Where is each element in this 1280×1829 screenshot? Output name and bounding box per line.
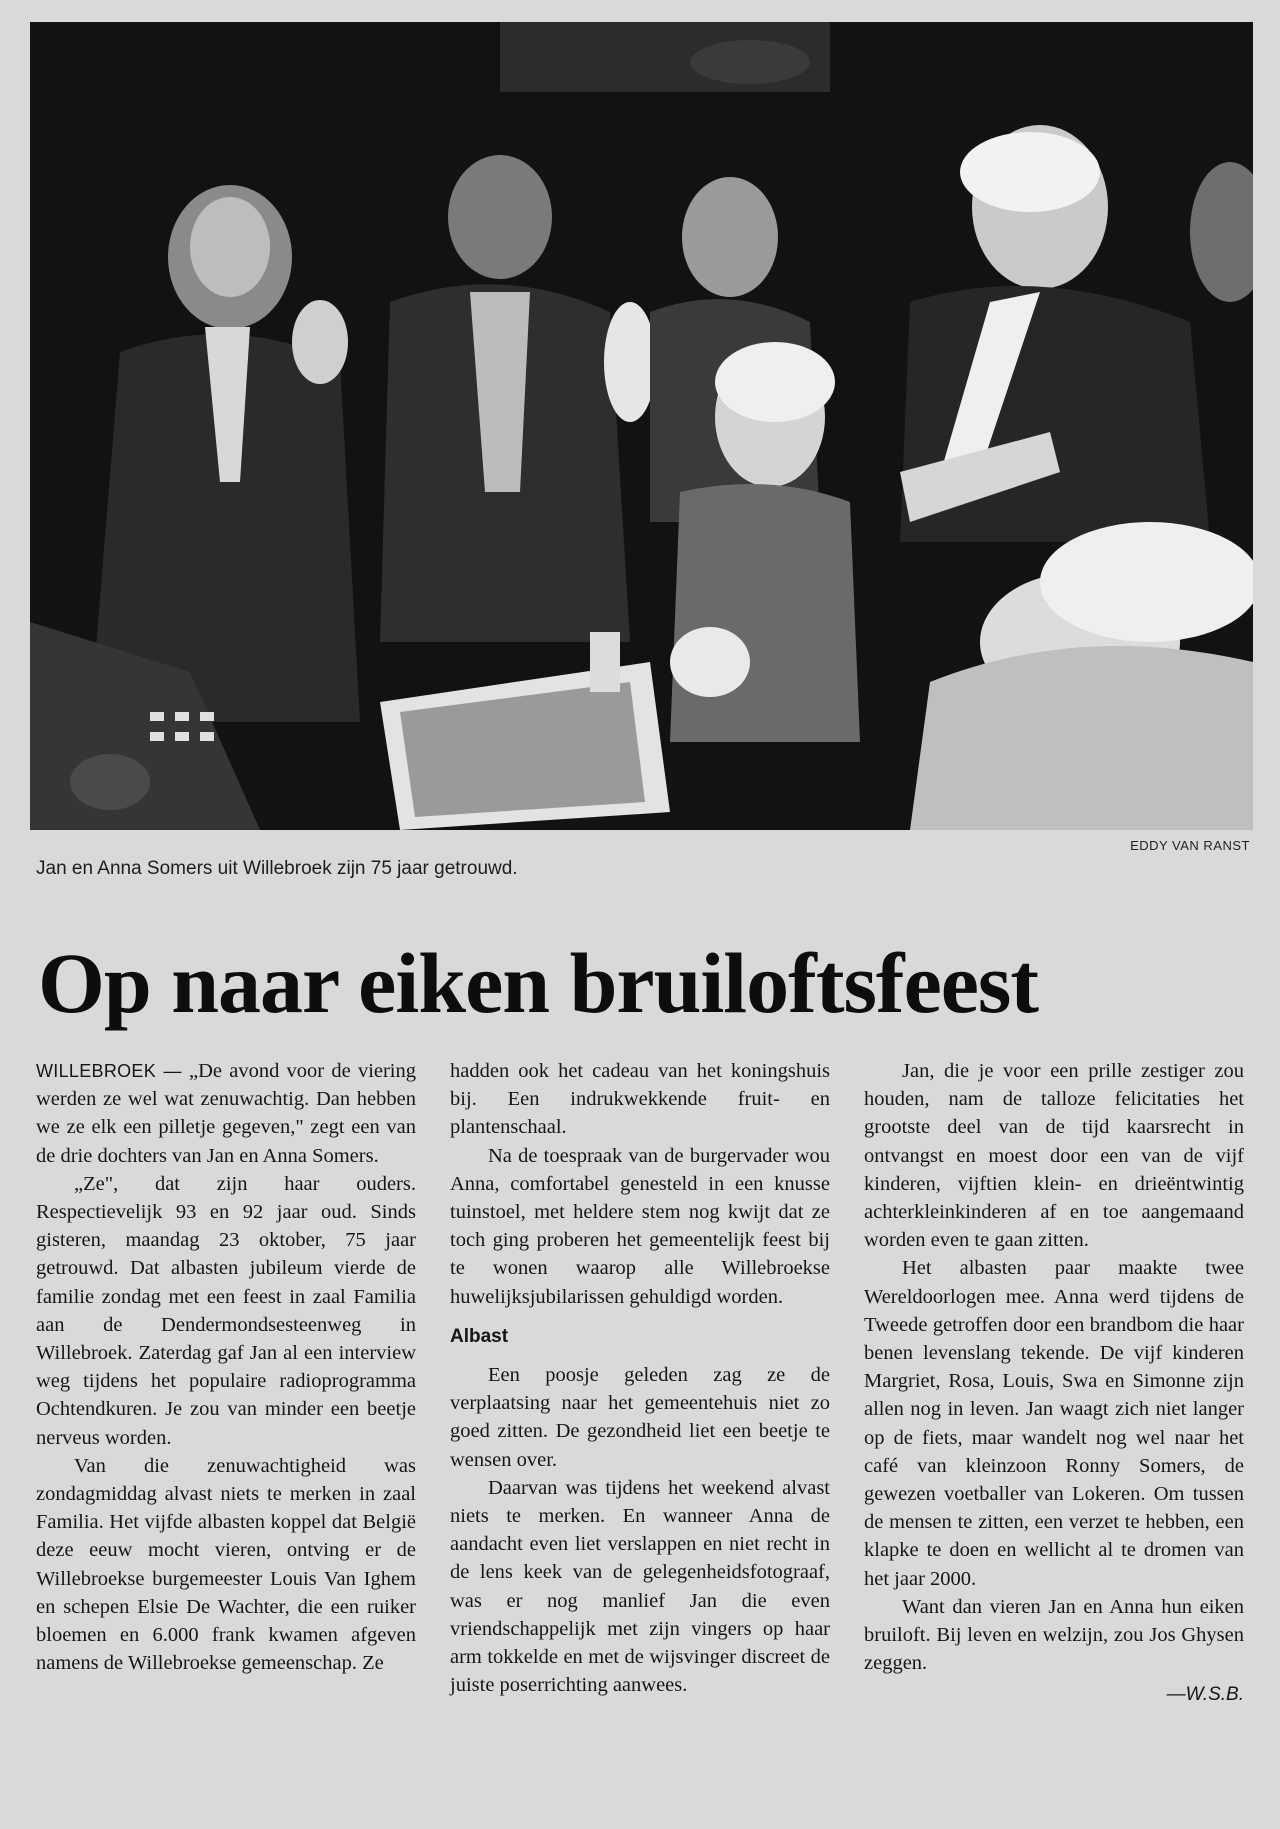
subheading: Albast (450, 1325, 509, 1347)
photo-image (30, 22, 1253, 830)
news-photo (30, 22, 1253, 830)
photo-caption: Jan en Anna Somers uit Willebroek zijn 75 jaar getrouwd. (36, 858, 518, 879)
column-2 (450, 1057, 830, 1797)
paragraph: hadden ook het cadeau van het koningshuis bij. Een indrukwekkende fruit- en plantenschaal. (450, 1060, 830, 1139)
column-3 (864, 1057, 1244, 1797)
paragraph: Na de toespraak van de burgervader wou Anna, comfortabel genesteld in een knusse tuinstoel, met heldere stem nog kwijt dat ze toch ging proberen het gemeentelijk feest bij te wonen waarop alle Willebroekse huwelijksjubilarissen gehuldigd worden. (450, 1144, 830, 1308)
photo-credit: EDDY VAN RANST (1130, 838, 1250, 853)
paragraph: Daarvan was tijdens het weekend alvast niets te merken. En wanneer Anna de aandacht even liet verslappen en niet recht in de lens keek van de gelegenheidsfotograaf, was er nog manlief Jan die even vriendschappelijk met zijn vingers op haar arm tokkelde en met de wijsvinger discreet de juiste poserrichting aanwees. (450, 1476, 830, 1697)
paragraph: Het albasten paar maakte twee Wereldoorlogen mee. Anna werd tijdens de Tweede getroffen door een brandbom die haar benen levenslang tekende. De vijf kinderen Margriet, Rosa, Louis, Swa en Simonne zijn allen nog in leven. Jan waagt zich niet langer op de fiets, maar wandelt nog wel naar het café van kleinzoon Ronny Somers, de gewezen voetballer van Lokeren. Om tussen de mensen te zitten, een verzet te hebben, een klapke te doen en wellicht al te dromen van het jaar 2000. (864, 1257, 1244, 1590)
dateline: WILLEBROEK — (36, 1061, 182, 1081)
paragraph (36, 1057, 416, 1170)
paragraph: Jan, die je voor een prille zestiger zou houden, nam de talloze felicitaties het grootste deel van de tijd kaarsrecht in ontvangst en moest door een van de vijf kinderen, vijftien klein- en drieëntwintig achterkleinkinderen af en toe aangemaand worden even te gaan zitten. (864, 1060, 1244, 1252)
article-headline: Op naar eiken bruiloftsfeest (38, 935, 1039, 1031)
paragraph: Want dan vieren Jan en Anna hun eiken bruiloft. Bij leven en welzijn, zou Jos Ghysen zeggen. (864, 1595, 1244, 1675)
paragraph-text: „De avond voor de viering werden ze wel wat zenuwachtig. Dan hebben we ze elk een pilletje gegeven," zegt een van de drie dochters van Jan en Anna Somers. (36, 1060, 417, 1167)
paragraph: Een poosje geleden zag ze de verplaatsing naar het gemeentehuis niet zo goed zitten. De gezondheid liet een beetje te wensen over. (450, 1364, 830, 1471)
article-body (36, 1057, 1252, 1797)
column-1 (36, 1057, 416, 1797)
paragraph: „Ze", dat zijn haar ouders. Respectievelijk 93 en 92 jaar oud. Sinds gisteren, maandag 23 oktober, 75 jaar getrouwd. Dat albasten jubileum vierde de familie zondag met een feest in zaal Familia aan de Dendermondsesteenweg in Willebroek. Zaterdag gaf Jan al een interview weg tijdens het populaire radioprogramma Ochtendkuren. Je zou van minder een beetje nerveus worden. (36, 1172, 416, 1449)
author-signature: —W.S.B. (1166, 1684, 1244, 1706)
paragraph: Van die zenuwachtigheid was zondagmiddag alvast niets te merken in zaal Familia. Het vijfde albasten koppel dat België deze eeuw mocht vieren, ontving er de Willebroekse burgemeester Louis Van Ighem en schepen Elsie De Wachter, die een ruiker bloemen en 6.000 frank kwamen afgeven namens de Willebroekse gemeenschap. Ze (36, 1454, 416, 1675)
